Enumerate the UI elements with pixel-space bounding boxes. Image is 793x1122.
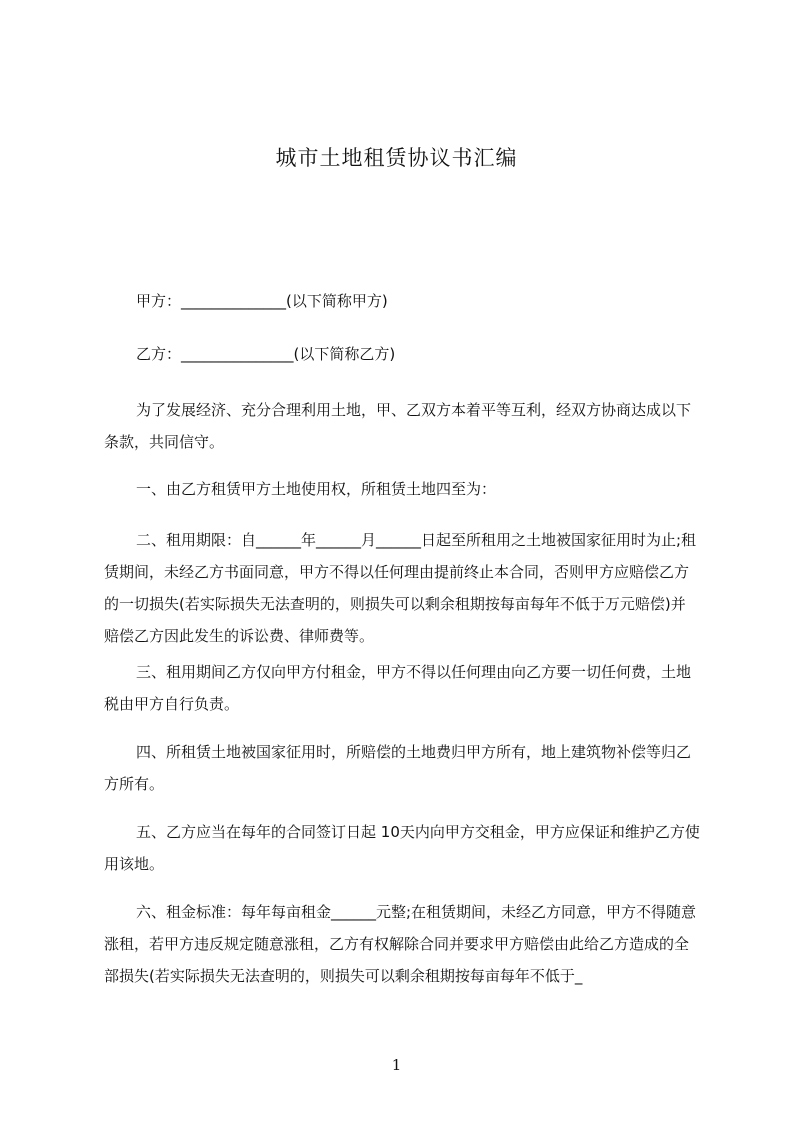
document-title: 城市土地租赁协议书汇编 — [275, 146, 518, 170]
clause-6: 六、租金标准：每年每亩租金______元整;在租赁期间，未经乙方同意，甲方不得随意涨租，若甲方违反规定随意涨租，乙方有权解除合同并要求甲方赔偿由此给乙方造成的全部损失(若实际损失无法查明的，则损失可以剩余租期按每亩每年不低于_ — [104, 903, 697, 985]
clause-3: 三、租用期间乙方仅向甲方付租金，甲方不得以任何理由向乙方要一切任何费，土地税由甲方自行负责。 — [104, 663, 692, 713]
party-a-line: 甲方：______________(以下简称甲方) — [136, 292, 388, 310]
page-number: 1 — [391, 1056, 402, 1074]
clause-1: 一、由乙方租赁甲方土地使用权，所租赁土地四至为： — [136, 480, 497, 498]
party-b-line: 乙方：_______________(以下简称乙方) — [136, 345, 396, 363]
intro-paragraph: 为了发展经济、充分合理利用土地，甲、乙双方本着平等互利，经双方协商达成以下条款，共同信守。 — [104, 401, 692, 451]
clause-4: 四、所租赁土地被国家征用时，所赔偿的土地费归甲方所有，地上建筑物补偿等归乙方所有。 — [104, 743, 692, 793]
clause-2: 二、租用期限：自______年______月______日起至所租用之土地被国家征用时为止;租赁期间，未经乙方书面同意，甲方不得以任何理由提前终止本合同，否则甲方应赔偿乙方的一切损失(若实际损失无法查明的，则损失可以剩余租期按每亩每年不低于万元赔偿)并赔偿乙方因此发生的诉讼费、律师费等。 — [104, 531, 697, 645]
clause-5: 五、乙方应当在每年的合同签订日起 10天内向甲方交租金，甲方应保证和维护乙方使用该地。 — [104, 823, 700, 873]
